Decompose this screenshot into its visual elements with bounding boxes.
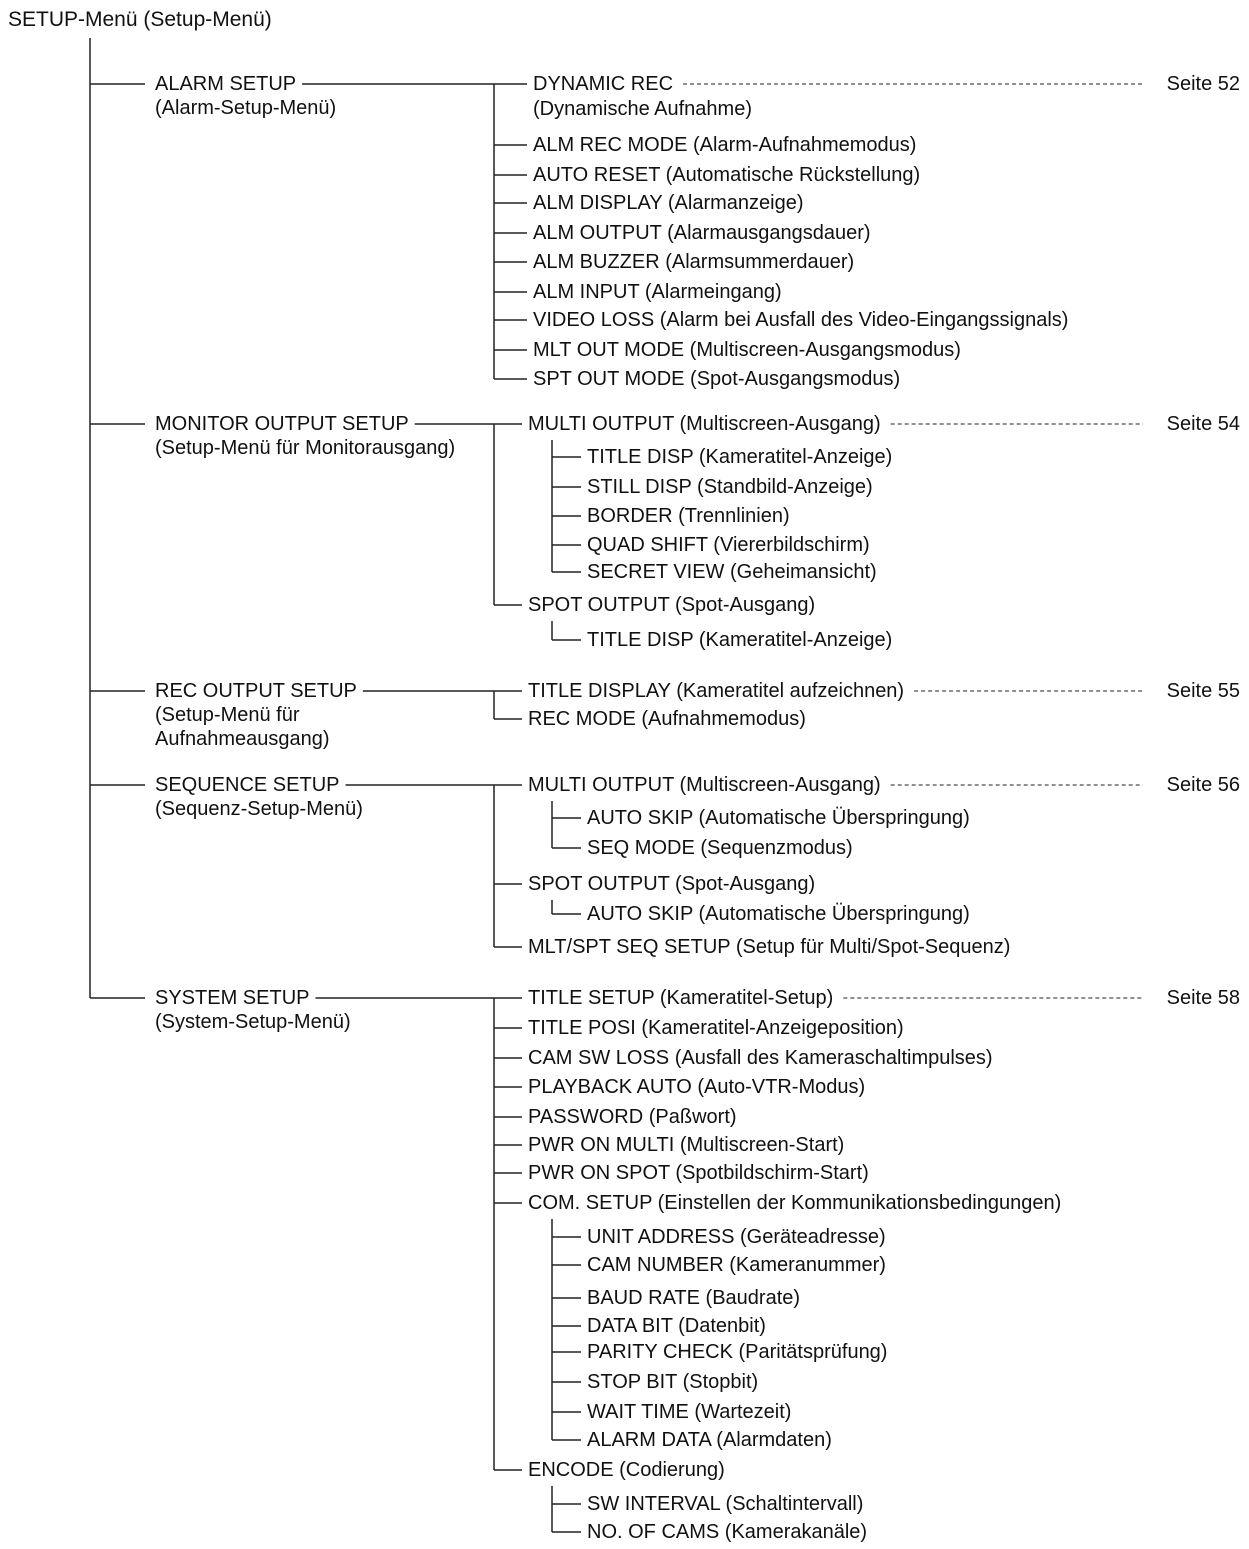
section-subtitle: Aufnahmeausgang) — [155, 728, 330, 750]
section-name: REC OUTPUT SETUP — [155, 680, 357, 702]
menu-item: AUTO RESET (Automatische Rückstellung) — [533, 164, 921, 186]
menu-item: PASSWORD (Paßwort) — [528, 1106, 737, 1128]
section-name: SYSTEM SETUP — [155, 987, 310, 1009]
menu-item: ENCODE (Codierung) — [528, 1459, 725, 1481]
page-reference: Seite 58 — [1166, 987, 1240, 1009]
menu-item: PLAYBACK AUTO (Auto-VTR-Modus) — [528, 1076, 866, 1098]
submenu-item: STOP BIT (Stopbit) — [587, 1371, 759, 1393]
submenu-item: DATA BIT (Datenbit) — [587, 1315, 766, 1337]
menu-item: MULTI OUTPUT (Multiscreen-Ausgang) — [528, 774, 881, 796]
section-subtitle: (Alarm-Setup-Menü) — [155, 97, 337, 119]
menu-item: ALM DISPLAY (Alarmanzeige) — [533, 192, 804, 214]
menu-item-subtitle: (Dynamische Aufnahme) — [533, 98, 752, 120]
submenu-item: TITLE DISP (Kameratitel-Anzeige) — [587, 629, 893, 651]
submenu-item: SEQ MODE (Sequenzmodus) — [587, 837, 853, 859]
submenu-item: SW INTERVAL (Schaltintervall) — [587, 1493, 864, 1515]
menu-item: TITLE POSI (Kameratitel-Anzeigeposition) — [528, 1017, 904, 1039]
submenu-item: AUTO SKIP (Automatische Überspringung) — [587, 807, 970, 829]
submenu-item: QUAD SHIFT (Viererbildschirm) — [587, 534, 870, 556]
submenu-item: UNIT ADDRESS (Geräteadresse) — [587, 1226, 886, 1248]
menu-item: MULTI OUTPUT (Multiscreen-Ausgang) — [528, 413, 881, 435]
menu-item: PWR ON MULTI (Multiscreen-Start) — [528, 1134, 845, 1156]
submenu-item: BAUD RATE (Baudrate) — [587, 1287, 801, 1309]
menu-item: ALM INPUT (Alarmeingang) — [533, 281, 782, 303]
section-name: SEQUENCE SETUP — [155, 774, 340, 796]
menu-item: ALM REC MODE (Alarm-Aufnahmemodus) — [533, 134, 917, 156]
submenu-item: BORDER (Trennlinien) — [587, 505, 790, 527]
section-name: ALARM SETUP — [155, 73, 297, 95]
menu-item: VIDEO LOSS (Alarm bei Ausfall des Video-Eingangssignals) — [533, 309, 1069, 331]
section-subtitle: (Setup-Menü für Monitorausgang) — [155, 437, 456, 459]
submenu-item: SECRET VIEW (Geheimansicht) — [587, 561, 877, 583]
submenu-item: AUTO SKIP (Automatische Überspringung) — [587, 903, 970, 925]
menu-item: COM. SETUP (Einstellen der Kommunikationsbedingungen) — [528, 1192, 1062, 1214]
menu-item: TITLE DISPLAY (Kameratitel aufzeichnen) — [528, 680, 905, 702]
submenu-item: PARITY CHECK (Paritätsprüfung) — [587, 1341, 888, 1363]
submenu-item: STILL DISP (Standbild-Anzeige) — [587, 476, 873, 498]
submenu-item: ALARM DATA (Alarmdaten) — [587, 1429, 832, 1451]
menu-item: ALM OUTPUT (Alarmausgangsdauer) — [533, 222, 871, 244]
section-subtitle: (Sequenz-Setup-Menü) — [155, 798, 363, 820]
page-reference: Seite 55 — [1166, 680, 1240, 702]
menu-item: REC MODE (Aufnahmemodus) — [528, 708, 806, 730]
section-name: MONITOR OUTPUT SETUP — [155, 413, 409, 435]
menu-item: TITLE SETUP (Kameratitel-Setup) — [528, 987, 834, 1009]
submenu-item: CAM NUMBER (Kameranummer) — [587, 1254, 886, 1276]
submenu-item: TITLE DISP (Kameratitel-Anzeige) — [587, 446, 893, 468]
root-title: SETUP-Menü (Setup-Menü) — [8, 8, 272, 31]
page-reference: Seite 56 — [1166, 774, 1240, 796]
submenu-item: WAIT TIME (Wartezeit) — [587, 1401, 792, 1423]
menu-item: SPT OUT MODE (Spot-Ausgangsmodus) — [533, 368, 901, 390]
section-subtitle: (Setup-Menü für — [155, 704, 300, 726]
menu-item: MLT OUT MODE (Multiscreen-Ausgangsmodus) — [533, 339, 961, 361]
page-reference: Seite 52 — [1166, 73, 1240, 95]
menu-item: ALM BUZZER (Alarmsummerdauer) — [533, 251, 855, 273]
menu-item: SPOT OUTPUT (Spot-Ausgang) — [528, 594, 816, 616]
menu-item: MLT/SPT SEQ SETUP (Setup für Multi/Spot-Sequenz) — [528, 936, 1011, 958]
menu-item: DYNAMIC REC — [533, 73, 674, 95]
section-subtitle: (System-Setup-Menü) — [155, 1011, 351, 1033]
submenu-item: NO. OF CAMS (Kamerakanäle) — [587, 1521, 868, 1543]
menu-item: PWR ON SPOT (Spotbildschirm-Start) — [528, 1162, 869, 1184]
page-reference: Seite 54 — [1166, 413, 1240, 435]
menu-item: CAM SW LOSS (Ausfall des Kameraschaltimpulses) — [528, 1047, 993, 1069]
menu-item: SPOT OUTPUT (Spot-Ausgang) — [528, 873, 816, 895]
